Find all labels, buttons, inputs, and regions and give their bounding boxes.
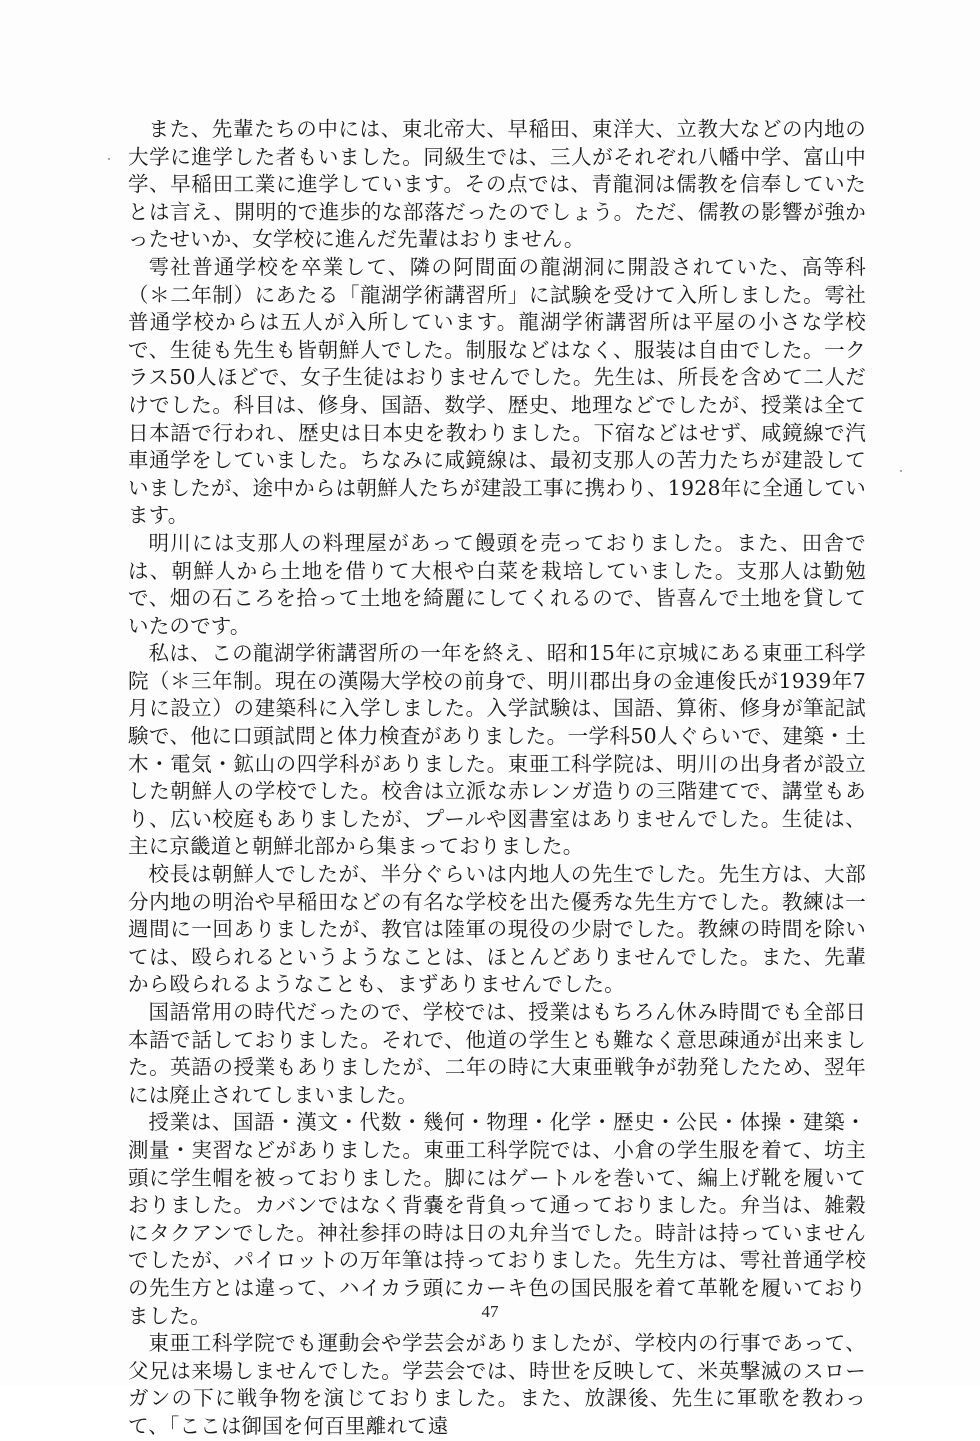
- scan-speck: [900, 470, 902, 472]
- paragraph: 国語常用の時代だったので、学校では、授業はもちろん休み時間でも全部日本語で話しておりました。それで、他道の学生とも難なく意思疎通が出来ました。英語の授業もありましたが、二年の時に大東亜戦争が勃発したため、翌年には廃止されてしまいました。: [128, 1000, 866, 1107]
- page-number: 47: [481, 1302, 499, 1321]
- paragraph: 雩社普通学校を卒業して、隣の阿間面の龍湖洞に開設されていた、高等科（＊二年制）にあたる「龍湖学術講習所」に試験を受けて入所しました。雩社普通学校からは五人が入所しています。龍湖学術講習所は平屋の小さな学校で、生徒も先生も皆朝鮮人でした。制服などはなく、服装は自由でした。一クラス50人ほどで、女子生徒はおりませんでした。先生は、所長を含めて二人だけでした。科目は、修身、国語、数学、歴史、地理などでしたが、授業は全て日本語で行われ、歴史は日本史を教わりました。下宿などはせず、咸鏡線で汽車通学をしていました。ちなみに咸鏡線は、最初支那人の苦力たちが建設していましたが、途中からは朝鮮人たちが建設工事に携わり、1928年に全通しています。: [128, 254, 866, 528]
- paragraph: 東亜工科学院でも運動会や学芸会がありましたが、学校内の行事であって、父兄は来場しませんでした。学芸会では、時世を反映して、米英撃滅のスローガンの下に戦争物を演じておりました。また、放課後、先生に軍歌を教わって、「ここは御国を何百里離れて遠: [128, 1331, 866, 1438]
- paragraph: 授業は、国語・漢文・代数・幾何・物理・化学・歴史・公民・体操・建築・測量・実習などがありました。東亜工科学院では、小倉の学生服を着て、坊主頭に学生帽を被っておりました。脚にはゲートルを巻いて、編上げ靴を履いておりました。カバンではなく背嚢を背負って通っておりました。弁当は、雑穀にタクアンでした。神社参拝の時は日の丸弁当でした。時計は持っていませんでしたが、パイロットの万年筆は持っておりました。先生方は、雩社普通学校の先生方とは違って、ハイカラ頭にカーキ色の国民服を着て革靴を履いておりました。: [128, 1110, 866, 1328]
- body-text: [128, 116, 866, 1441]
- scan-speck: [108, 158, 110, 160]
- paragraph: 私は、この龍湖学術講習所の一年を終え、昭和15年に京城にある東亜工科学院（＊三年制。現在の漢陽大学校の前身で、明川郡出身の金連俊氏が1939年7月に設立）の建築科に入学しました。入学試験は、国語、算術、修身が筆記試験で、他に口頭試問と体力検査がありました。一学科50人ぐらいで、建築・土木・電気・鉱山の四学科がありました。東亜工科学院は、明川の出身者が設立した朝鮮人の学校でした。校舎は立派な赤レンガ造りの三階建てで、講堂もあり、広い校庭もありましたが、プールや図書室はありませんでした。生徒は、主に京畿道と朝鮮北部から集まっておりました。: [128, 641, 866, 859]
- paragraph: 明川には支那人の料理屋があって饅頭を売っておりました。また、田舎では、朝鮮人から土地を借りて大根や白菜を栽培していました。支那人は勤勉で、畑の石ころを拾って土地を綺麗にしてくれるので、皆喜んで土地を貸していたのです。: [128, 530, 866, 638]
- paragraph: 校長は朝鮮人でしたが、半分ぐらいは内地人の先生でした。先生方は、大部分内地の明治や早稲田などの有名な学校を出た優秀な先生方でした。教練は一週間に一回ありましたが、教官は陸軍の現役の少尉でした。教練の時間を除いては、殴られるというようなことは、ほとんどありませんでした。また、先輩から殴られるようなことも、まずありませんでした。: [128, 862, 866, 997]
- paragraph: また、先輩たちの中には、東北帝大、早稲田、東洋大、立教大などの内地の大学に進学した者もいました。同級生では、三人がそれぞれ八幡中学、富山中学、早稲田工業に進学しています。その点では、青龍洞は儒教を信奉していたとは言え、開明的で進歩的な部落だったのでしょう。ただ、儒教の影響が強かったせいか、女学校に進んだ先輩はおりません。: [128, 117, 866, 252]
